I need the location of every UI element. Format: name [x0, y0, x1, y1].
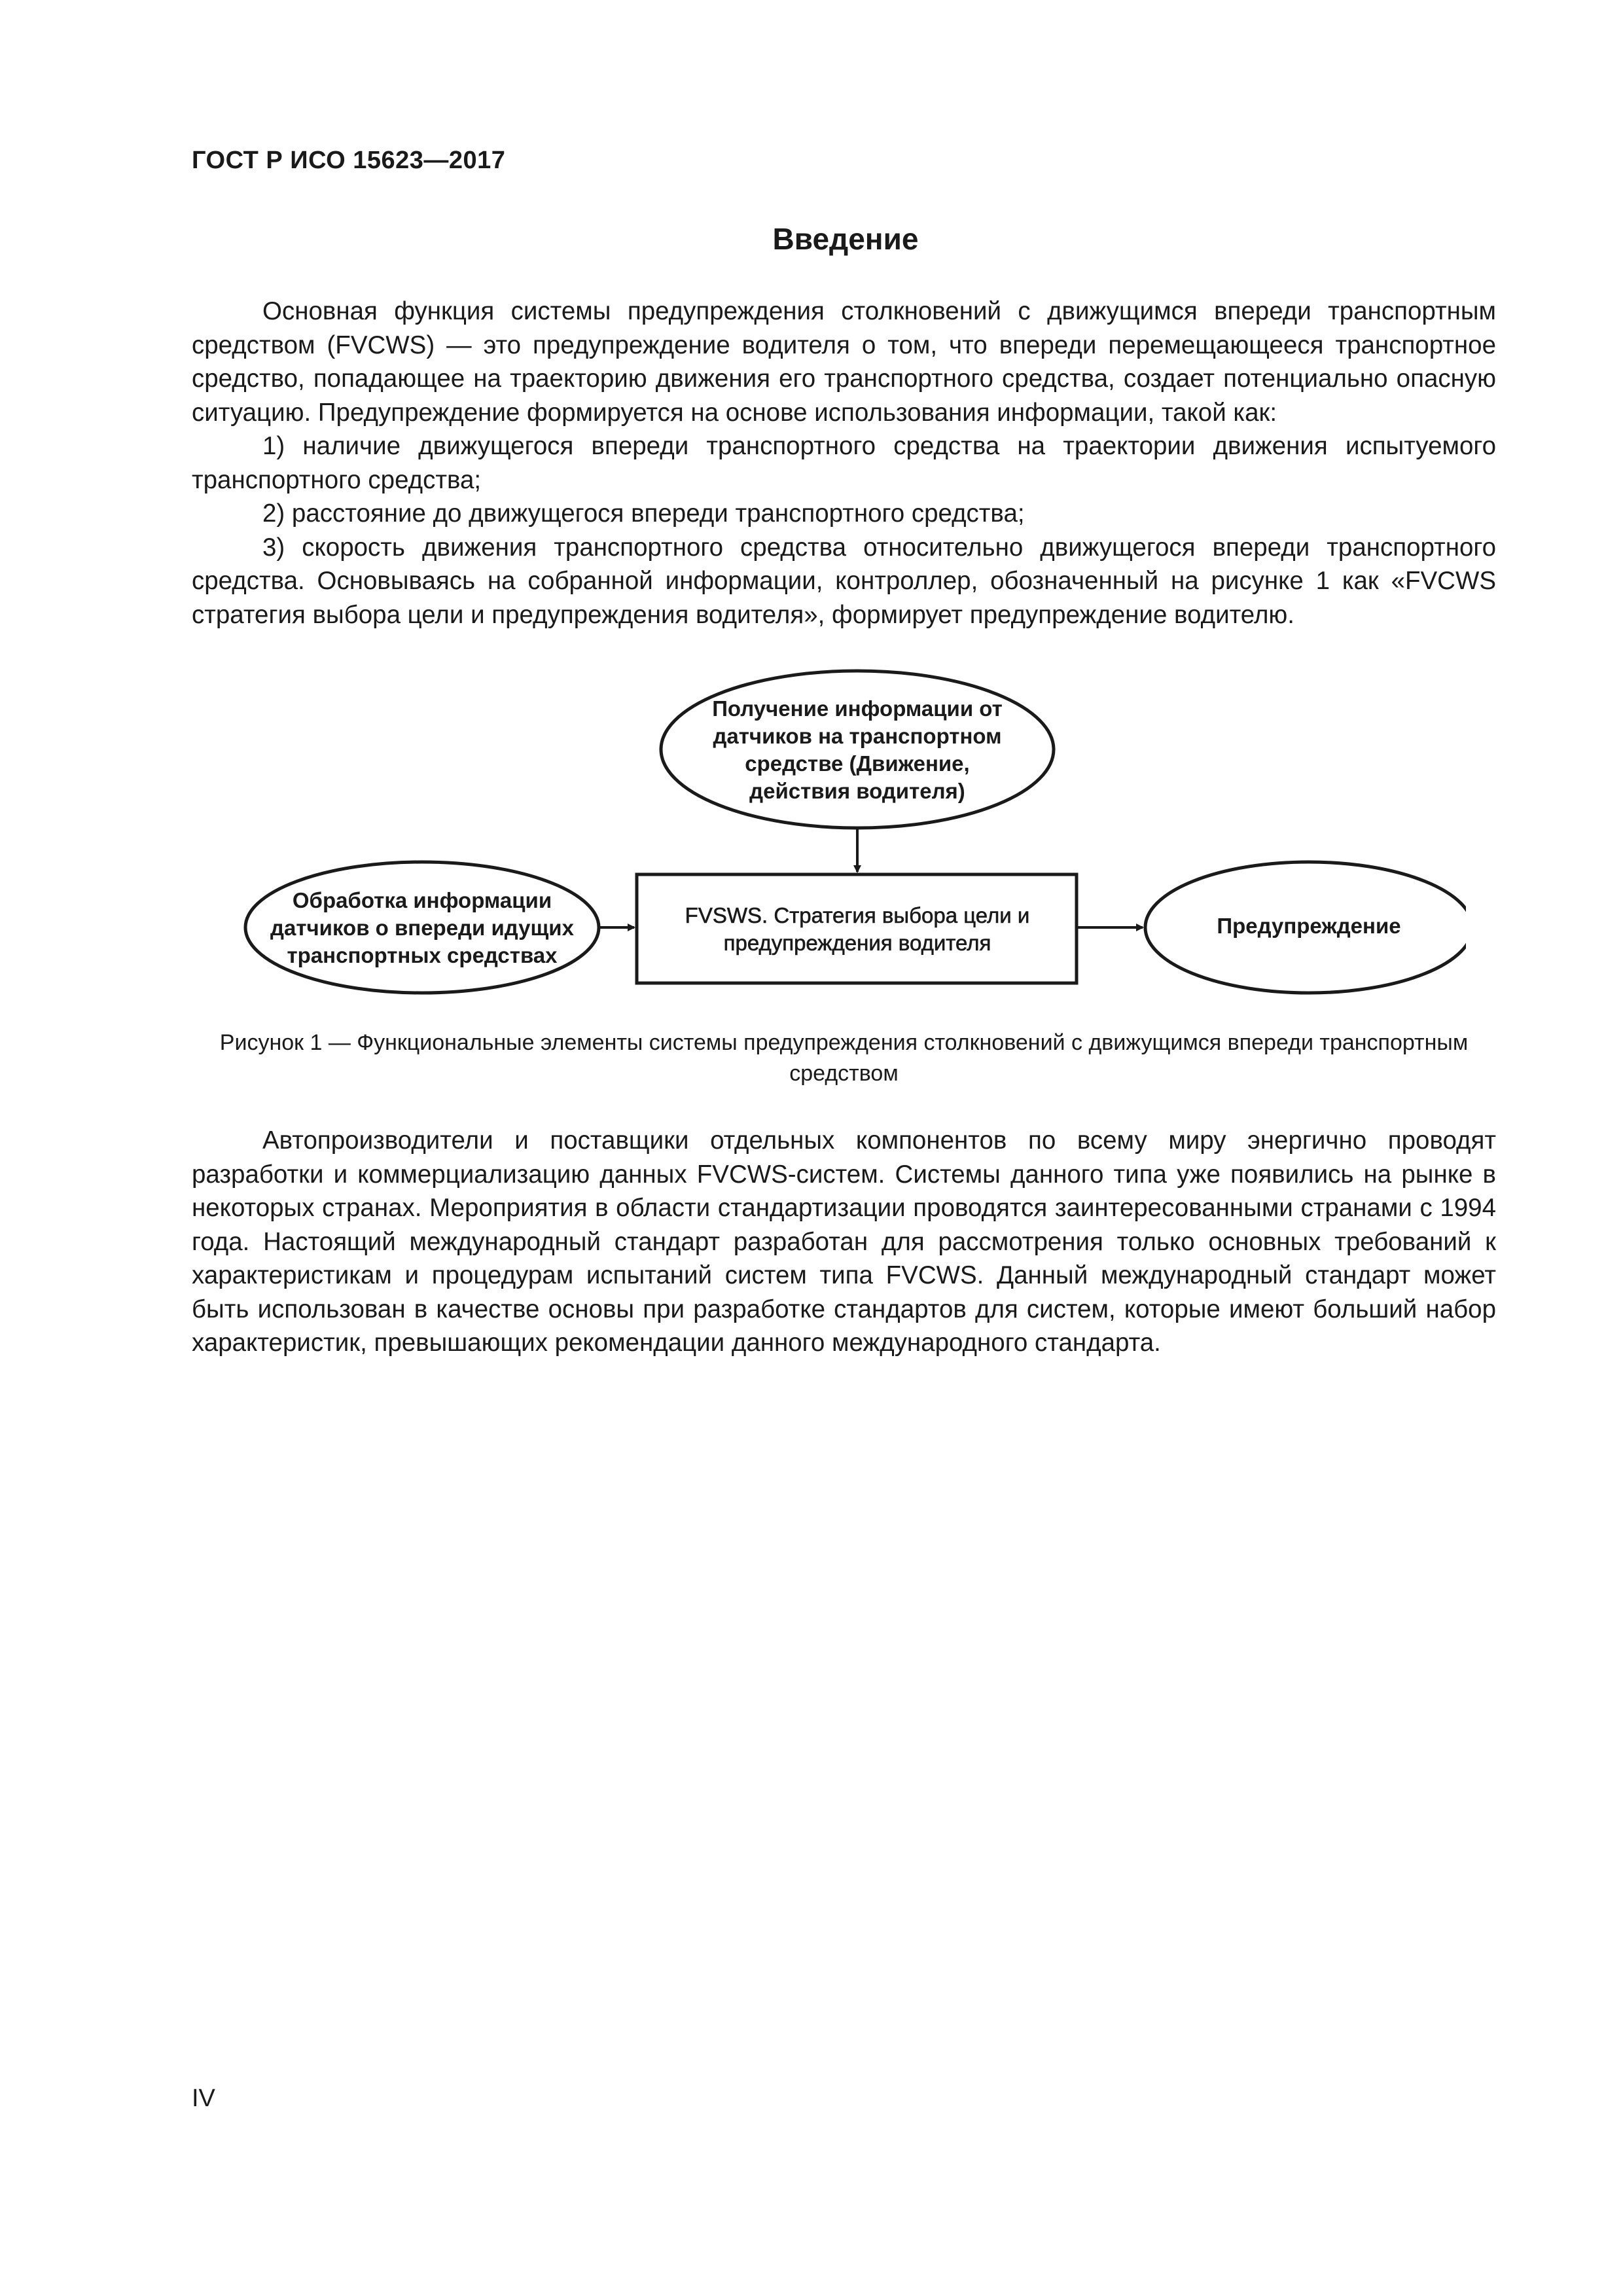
figure-caption: Рисунок 1 — Функциональные элементы системы предупреждения столкновений с движущимся впереди транспортным средством: [219, 1030, 1469, 1086]
intro-section: [192, 295, 1496, 632]
intro-list-item-3: 3) скорость движения транспортного средства относительно движущегося впереди транспортного средства. Основываясь на собранной информации, контроллер, обозначенный на рисунке 1 как «FVCWS стратегия выбора цели и предупреждения водителя», формирует предупреждение водителю.: [192, 533, 1496, 629]
intro-paragraph: Основная функция системы предупреждения столкновений с движущимся впереди транспортным средством (FVCWS) — это предупреждение водителя о том, что впереди перемещающееся транспортное средство, попадающее на траекторию движения его транспортного средства, создает потенциально опасную ситуацию. Предупреждение формируется на основе использования информации, такой как:: [192, 297, 1496, 427]
sensors-vehicle-node-label: Получение информации от датчиков на транспортном средстве (Движение, действия водителя): [712, 696, 1003, 803]
page-number: IV: [192, 2085, 215, 2112]
document-header: ГОСТ Р ИСО 15623—2017: [192, 147, 506, 174]
controller-node-label: FVSWS. Стратегия выбора цели и предупреждения водителя: [685, 903, 1030, 955]
warning-node-label: Предупреждение: [1217, 914, 1401, 938]
functional-diagram: [223, 668, 1466, 1008]
closing-paragraph: Автопроизводители и поставщики отдельных компонентов по всему миру энергично проводят разработки и коммерциализацию данных FVCWS-систем. Системы данного типа уже появились на рынке в некоторых странах. Мероприятия в области стандартизации проводятся заинтересованными странами с 1994 года. Настоящий международный стандарт разработан для рассмотрения только основных требований к характеристикам и процедурам испытаний систем типа FVCWS. Данный международный стандарт может быть использован в качестве основы при разработке стандартов для систем, которые имеют больший набор характеристик, превышающих рекомендации данного международного стандарта.: [192, 1126, 1496, 1357]
closing-section: [192, 1124, 1496, 1360]
intro-list-item-1: 1) наличие движущегося впереди транспортного средства на траектории движения испытуемого транспортного средства;: [192, 432, 1496, 494]
intro-list-item-2: 2) расстояние до движущегося впереди транспортного средства;: [262, 499, 1025, 528]
section-title: Введение: [772, 222, 919, 256]
sensors-ahead-node-label: Обработка информации датчиков о впереди идущих транспортных средствах: [270, 888, 574, 967]
